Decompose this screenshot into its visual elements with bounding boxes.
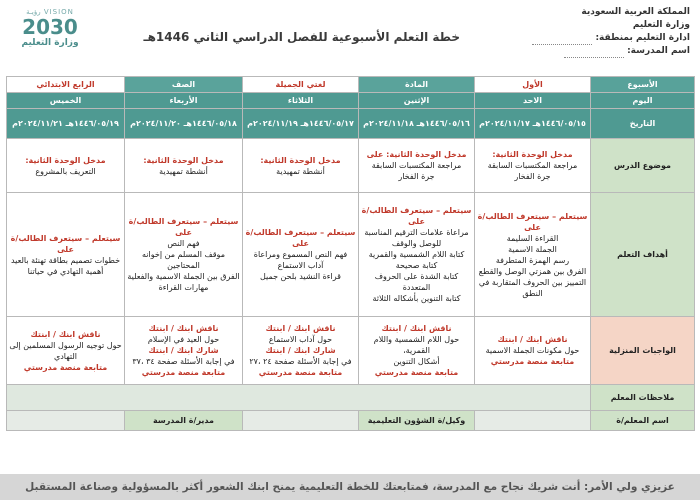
day-cell: الإثنين — [359, 93, 475, 109]
date-cell: ١٤٤٦/٠٥/١٨هـ ٢٠٢٤/١١/٢٠م — [125, 109, 243, 139]
homework-label: الواجبات المنزلية — [591, 317, 695, 385]
teacher-notes-label: ملاحظات المعلم — [591, 385, 695, 411]
teacher-notes-row — [7, 385, 695, 411]
week-subject-row — [7, 77, 695, 93]
objectives-cell: سيتعلم – سيتعرف الطالب/ة على فهم النص المسموع ومراعاة آداب الاستماع قراءة النشيد بلحن جميل — [243, 193, 359, 317]
grade-label: الصف — [125, 77, 243, 93]
lesson-topic-label: موضوع الدرس — [591, 139, 695, 193]
ministry-label: وزارة التعليم — [632, 20, 690, 30]
subject-value: لغتي الجميلة — [243, 77, 359, 93]
subject-label: المادة — [359, 77, 475, 93]
homework-cell: ناقش ابنك / ابنتك حول توجيه الرسول المسلمين إلى التهادي متابعة منصة مدرستي — [7, 317, 125, 385]
lesson-topic-row — [7, 139, 695, 193]
day-row — [7, 93, 695, 109]
lesson-topic-cell: مدخل الوحدة الثانية: على مراجعة المكتسبات السابقة جرة الفخار — [359, 139, 475, 193]
homework-cell: ناقش ابنك / ابنتك حول آداب الاستماع شارك ابنك / ابنتك في إجابة الأسئلة صفحة ٢٤ ،٢٧ متابعة منصة مدرستي — [243, 317, 359, 385]
parent-message-footer: عزيزي ولي الأمر: أنت شريك نجاح مع المدرسة، فمتابعتك للخطة التعليمية يمنح ابنك الشعور أكثر بالمسؤولية وصناعة المستقبل — [0, 474, 700, 500]
week-value: الأول — [475, 77, 591, 93]
day-label: اليوم — [591, 93, 695, 109]
homework-cell: ناقش ابنك / ابنتك حول مكونات الجملة الاسمية متابعة منصة مدرستي — [475, 317, 591, 385]
homework-cell: ناقش ابنك / ابنتك حول اللام الشمسية واللام القمرية، أشكال التنوين متابعة منصة مدرستي — [359, 317, 475, 385]
teacher-name-field[interactable] — [475, 411, 591, 431]
signature-row — [7, 411, 695, 431]
logo-ministry: وزارة التعليم — [21, 38, 79, 48]
vice-principal-label: وكيل/ة الشؤون التعليمية — [359, 411, 475, 431]
kingdom-label: المملكة العربية السعودية — [581, 7, 690, 17]
lesson-topic-cell: مدخل الوحدة الثانية: أنشطة تمهيدية — [243, 139, 359, 193]
objectives-label: أهداف التعلم — [591, 193, 695, 317]
principal-field[interactable] — [7, 411, 125, 431]
homework-row — [7, 317, 695, 385]
vision-2030-logo — [10, 8, 90, 66]
teacher-notes-field[interactable] — [7, 385, 591, 411]
week-label: الأسبوع — [591, 77, 695, 93]
lesson-topic-cell: مدخل الوحدة الثانية: مراجعة المكتسبات السابقة جرة الفخار — [475, 139, 591, 193]
teacher-name-label: اسم المعلم/ة — [591, 411, 695, 431]
date-row — [7, 109, 695, 139]
school-info — [510, 6, 690, 58]
objectives-cell: سيتعلم – سيتعرف الطالب/ة على خطوات تصميم بطاقة تهنئة بالعيد أهمية التهادي في حياتنا — [7, 193, 125, 317]
day-cell: الاحد — [475, 93, 591, 109]
vision-label: VISION رؤيـة — [26, 8, 74, 16]
weekly-plan-table — [6, 76, 695, 431]
date-cell: ١٤٤٦/٠٥/١٧هـ ٢٠٢٤/١١/١٩م — [243, 109, 359, 139]
date-cell: ١٤٤٦/٠٥/١٦هـ ٢٠٢٤/١١/١٨م — [359, 109, 475, 139]
region-field[interactable]: ادارة التعليم بمنطقة: — [510, 32, 690, 45]
homework-cell: ناقش ابنك / ابنتك حول العيد في الإسلام شارك ابنك / ابنتك في إجابة الأسئلة صفحة ٣٤ ،٣٧ متابعة منصة مدرستي — [125, 317, 243, 385]
lesson-topic-cell: مدخل الوحدة الثانية: التعريف بالمشروع — [7, 139, 125, 193]
day-cell: الأربعاء — [125, 93, 243, 109]
page-header — [0, 0, 700, 70]
vision-year: 2030 — [22, 15, 78, 39]
page-title: خطة التعلم الأسبوعية للفصل الدراسي الثاني 1446هـ — [143, 30, 460, 44]
lesson-topic-cell: مدخل الوحدة الثانية: أنشطة تمهيدية — [125, 139, 243, 193]
date-cell: ١٤٤٦/٠٥/١٥هـ ٢٠٢٤/١١/١٧م — [475, 109, 591, 139]
objectives-row — [7, 193, 695, 317]
objectives-cell: سيتعلم – سيتعرف الطالب/ة على فهم النص موقف المسلم من إخوانه المحتاجين الفرق بين الجملة الاسمية والفعلية مهارات القراءة — [125, 193, 243, 317]
school-field[interactable]: اسم المدرسة: — [510, 45, 690, 58]
objectives-cell: سيتعلم – سيتعرف الطالب/ة على القراءة السليمة الجملة الاسمية رسم الهمزة المتطرفة الفرق بين همزتي الوصل والقطع التمييز بين الحروف المتقاربة في النطق — [475, 193, 591, 317]
vice-principal-field[interactable] — [243, 411, 359, 431]
objectives-cell: سيتعلم – سيتعرف الطالب/ة على مراعاة علامات الترقيم المناسبة للوصل والوقف كتابة اللام الشمسية والقمرية كتابة صحيحة كتابة الشدة على الحروف المتعددة كتابة التنوين بأشكاله الثلاثة — [359, 193, 475, 317]
day-cell: الثلاثاء — [243, 93, 359, 109]
principal-label: مدير/ة المدرسة — [125, 411, 243, 431]
grade-value: الرابع الابتدائي — [7, 77, 125, 93]
date-label: التاريخ — [591, 109, 695, 139]
day-cell: الخميس — [7, 93, 125, 109]
date-cell: ١٤٤٦/٠٥/١٩هـ ٢٠٢٤/١١/٢١م — [7, 109, 125, 139]
